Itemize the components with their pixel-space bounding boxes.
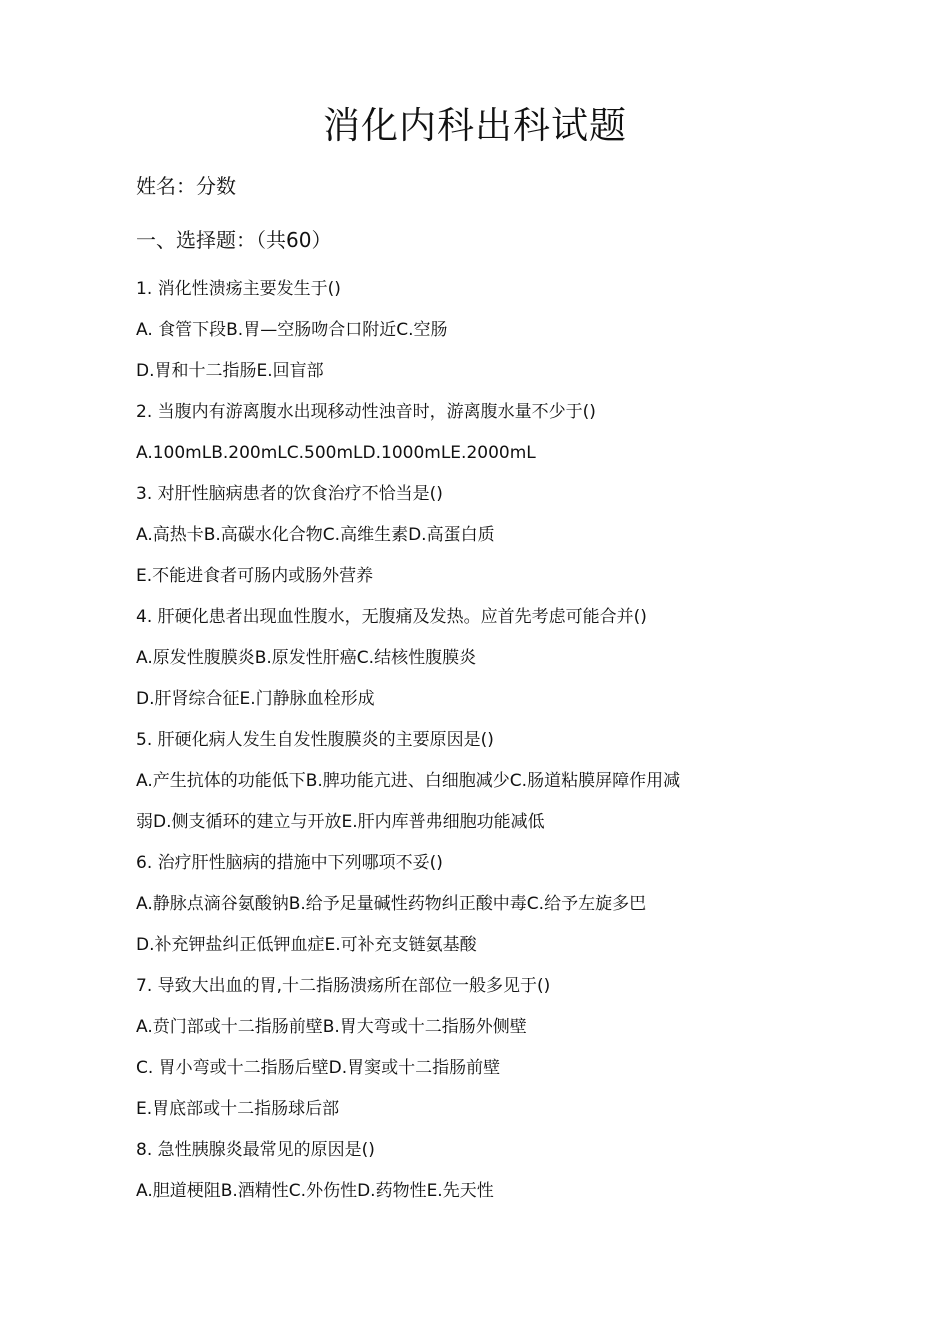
option-line: E.不能进食者可肠内或肠外营养 [136,566,374,586]
question-line: 7. 导致大出血的胃,十二指肠溃疡所在部位一般多见于() [136,976,551,996]
option-line: D.肝肾综合征E.门静脉血栓形成 [136,689,375,709]
question-line: 3. 对肝性脑病患者的饮食治疗不恰当是() [136,484,443,504]
question-line: 1. 消化性溃疡主要发生于() [136,279,341,299]
option-line: A.100mLB.200mLC.500mLD.1000mLE.2000mL [136,443,536,463]
option-line: A.静脉点滴谷氨酸钠B.给予足量碱性药物纠正酸中毒C.给予左旋多巴 [136,894,647,914]
option-line: A.产生抗体的功能低下B.脾功能亢进、白细胞减少C.肠道粘膜屏障作用减 [136,771,681,791]
option-line: A. 食管下段B.胃—空肠吻合口附近C.空肠 [136,320,448,340]
question-line: 4. 肝硬化患者出现血性腹水，无腹痛及发热。应首先考虑可能合并() [136,607,647,627]
question-line: 6. 治疗肝性脑病的措施中下列哪项不妥() [136,853,443,873]
question-line: 8. 急性胰腺炎最常见的原因是() [136,1140,375,1160]
document-title: 消化内科出科试题 [323,104,627,147]
option-line: E.胃底部或十二指肠球后部 [136,1099,340,1119]
option-line: A.原发性腹膜炎B.原发性肝癌C.结核性腹膜炎 [136,648,477,668]
question-line: 2. 当腹内有游离腹水出现移动性浊音时，游离腹水量不少于() [136,402,596,422]
option-line: A.高热卡B.高碳水化合物C.高维生素D.高蛋白质 [136,525,495,545]
option-line: D.补充钾盐纠正低钾血症E.可补充支链氨基酸 [136,935,477,955]
question-line: 5. 肝硬化病人发生自发性腹膜炎的主要原因是() [136,730,494,750]
option-line: C. 胃小弯或十二指肠后壁D.胃窦或十二指肠前壁 [136,1058,501,1078]
option-line: A.贲门部或十二指肠前壁B.胃大弯或十二指肠外侧壁 [136,1017,527,1037]
section-heading: 一、选择题：（共60） [136,228,332,252]
option-line: A.胆道梗阻B.酒精性C.外伤性D.药物性E.先天性 [136,1181,494,1201]
name-score-line: 姓名：分数 [136,174,236,198]
option-line: 弱D.侧支循环的建立与开放E.肝内库普弗细胞功能减低 [136,812,545,832]
option-line: D.胃和十二指肠E.回盲部 [136,361,324,381]
